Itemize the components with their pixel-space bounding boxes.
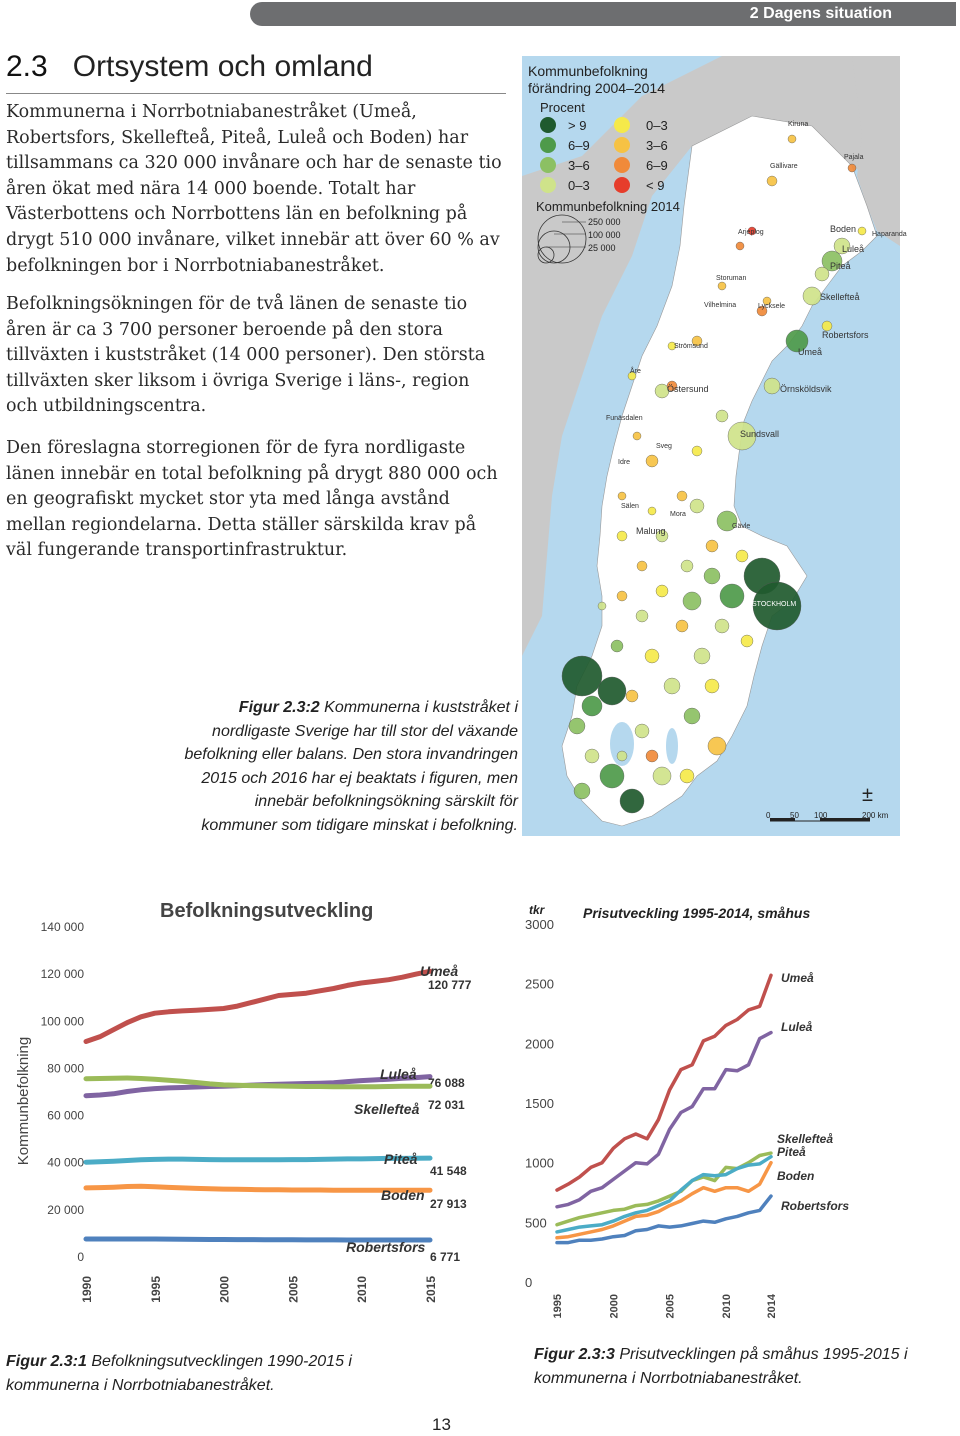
legend-pop-100k: 100 000 <box>588 230 621 240</box>
place-label: Haparanda <box>872 231 907 238</box>
municipality-dot <box>764 378 780 394</box>
chart1-series-line <box>86 1186 430 1190</box>
figure-1-caption <box>6 1350 406 1397</box>
municipality-dot <box>718 282 726 290</box>
place-label: Gällivare <box>770 163 798 170</box>
chart2-ytick: 500 <box>525 1215 547 1231</box>
municipality-dot <box>637 561 647 571</box>
chart2-xtick: 2010 <box>720 1294 733 1319</box>
place-label: Strömsund <box>674 343 708 350</box>
page-number: 13 <box>432 1415 451 1434</box>
municipality-dot <box>569 718 585 734</box>
place-label: Kiruna <box>788 121 809 128</box>
chart1-ytick: 40 000 <box>47 1155 84 1170</box>
legend-decline-swatch <box>614 117 630 133</box>
municipality-dot <box>705 679 719 693</box>
municipality-dot <box>704 568 720 584</box>
chart2-series-name: Piteå <box>777 1145 806 1159</box>
place-label: Malung <box>636 526 666 536</box>
place-label: Boden <box>830 224 857 234</box>
figure-3-text: Prisutvecklingen på småhus 1995-2015 i kommunerna i Norrbotniabanestråket. <box>534 1346 908 1387</box>
legend-pop-250k: 250 000 <box>588 217 621 227</box>
chart2-xtick: 1995 <box>552 1294 564 1319</box>
municipality-dot <box>694 648 710 664</box>
municipality-dot <box>677 491 687 501</box>
chart2-ylabel: tkr <box>529 903 545 917</box>
municipality-dot <box>618 492 626 500</box>
place-label: Sundsvall <box>740 429 780 439</box>
municipality-dot <box>598 677 626 705</box>
municipality-dot <box>646 455 658 467</box>
chart1-end-label: 120 777 <box>428 978 472 992</box>
chart2-series-name: Luleå <box>781 1020 813 1034</box>
place-label: Idre <box>618 459 631 466</box>
chart1-series-name: Luleå <box>380 1066 417 1082</box>
municipality-dot <box>562 656 602 696</box>
population-chart <box>0 880 500 1320</box>
chapter-header <box>250 2 956 26</box>
chart2-ytick: 2500 <box>525 976 554 992</box>
chart1-ytick: 140 000 <box>40 920 84 934</box>
chart2-xtick: 2000 <box>608 1294 621 1319</box>
municipality-dot <box>684 708 700 724</box>
municipality-dot <box>574 783 590 799</box>
municipality-dot <box>600 764 624 788</box>
chart1-xtick: 2010 <box>355 1276 370 1303</box>
legend-decline-swatch <box>614 157 630 173</box>
chart1-ytick: 60 000 <box>47 1108 84 1123</box>
place-label: Vilhelmina <box>704 302 737 309</box>
figure-2-label: Figur 2.3:2 <box>238 699 320 716</box>
chart1-end-label: 41 548 <box>430 1164 467 1178</box>
scale-200: 200 km <box>862 811 889 820</box>
chart2-ytick: 1000 <box>525 1155 554 1171</box>
municipality-dot <box>736 242 744 250</box>
municipality-dot <box>706 540 718 552</box>
place-label: Robertsfors <box>822 330 869 340</box>
paragraph-1: Kommunerna i Norrbotniabanestråket (Umeå, Robertsfors, Skellefteå, Piteå, Luleå och Boden) har tillsammans ca 320 000 invånare och har de senaste tio åren ökat med nära 14 000 boende. Totalt har Västerbottens och Norrbottens län en befolkning på drygt 510 000 invånare, vilket innebär att över 60 % av befolkningen bor i Norrbotniabanestråket. <box>6 102 502 276</box>
municipality-dot <box>683 592 701 610</box>
chart1-series-name: Piteå <box>384 1151 418 1167</box>
chart1-ytick: 20 000 <box>47 1202 84 1217</box>
legend-decline-label: 6–9 <box>646 158 668 173</box>
chart1-end-label: 76 088 <box>428 1076 465 1090</box>
place-label: Örnsköldsvik <box>780 384 832 394</box>
legend-growth-label: 6–9 <box>568 138 590 153</box>
figure-2-text: Kommunerna i kuststråket i nordligaste Sverige har till stor del växande befolkning eller balans. Den stora invandringen 2015 och 2016 har ej beaktats i figuren, men innebär befolkningsökning särskilt för kommuner som tidigare minskat i befolkning. <box>184 699 518 834</box>
municipality-dot <box>676 620 688 632</box>
chart1-xtick: 1990 <box>80 1276 94 1303</box>
municipality-dot <box>690 499 704 513</box>
chart1-series-name: Robertsfors <box>346 1239 426 1255</box>
chart1-series-line <box>86 971 430 1041</box>
place-label: Piteå <box>830 261 851 271</box>
place-label: Gävle <box>732 523 751 530</box>
chart1-xtick: 1995 <box>148 1276 163 1303</box>
municipality-dot <box>720 584 744 608</box>
place-label: Lycksele <box>758 303 785 310</box>
place-label: Umeå <box>798 347 823 357</box>
place-label: Östersund <box>667 384 709 394</box>
chart2-series-name: Umeå <box>781 971 814 985</box>
chart1-xtick: 2005 <box>286 1276 301 1303</box>
municipality-dot <box>648 507 656 515</box>
legend-pop-title: Kommunbefolkning 2014 <box>536 199 680 214</box>
municipality-dot <box>611 640 623 652</box>
municipality-dot <box>598 602 606 610</box>
section-number: 2.3 <box>6 50 48 83</box>
municipality-dot <box>767 176 777 186</box>
legend-decline-swatch <box>614 137 630 153</box>
municipality-dot <box>656 585 668 597</box>
map-title-1: Kommunbefolkning <box>528 63 648 79</box>
chart2-series-line <box>557 1033 771 1207</box>
municipality-dot <box>716 410 728 422</box>
legend-decline-label: 3–6 <box>646 138 668 153</box>
chapter-title: 2 Dagens situation <box>749 5 892 22</box>
chart1-series-line <box>86 1158 430 1162</box>
legend-pop-25k: 25 000 <box>588 243 616 253</box>
scale-50: 50 <box>790 811 799 820</box>
place-label: Sveg <box>656 443 672 450</box>
chart1-ylabel: Kommunbefolkning <box>15 1036 32 1166</box>
figure-1-text: Befolkningsutvecklingen 1990-2015 i kommunerna i Norrbotniabanestråket. <box>6 1353 352 1394</box>
place-label: Skellefteå <box>820 292 860 302</box>
chart2-xtick: 2005 <box>664 1294 677 1319</box>
municipality-dot <box>617 531 627 541</box>
section-title <box>6 50 373 84</box>
legend-growth-swatch <box>540 137 556 153</box>
municipality-dot <box>741 635 753 647</box>
chart2-ytick: 3000 <box>525 917 554 932</box>
figure-1-label: Figur 2.3:1 <box>6 1353 87 1370</box>
place-label: Pajala <box>844 154 864 161</box>
chart2-ytick: 1500 <box>525 1096 554 1111</box>
chart2-series-name: Robertsfors <box>781 1199 850 1213</box>
chart1-title: Befolkningsutveckling <box>160 900 374 922</box>
scale-100: 100 <box>814 811 828 820</box>
municipality-dot <box>645 649 659 663</box>
chart1-ytick: 0 <box>77 1250 84 1264</box>
legend-growth-label: 0–3 <box>568 178 590 193</box>
population-change-map <box>522 56 907 836</box>
scale-0: 0 <box>766 811 771 820</box>
section-heading: Ortsystem och omland <box>72 50 373 83</box>
chart1-ytick: 120 000 <box>40 967 84 982</box>
paragraph-3: Den föreslagna storregionen för de fyra nordligaste länen innebär en total befolkning på drygt 880 000 och en geografiskt mycket stor yta med långa avstånd mellan regiondelarna. Detta ställer särskilda krav på väl fungerande transportinfrastruktur. <box>6 438 498 561</box>
legend-growth-swatch <box>540 117 556 133</box>
place-label: Sälen <box>621 503 639 510</box>
figure-3-caption <box>534 1343 934 1390</box>
section-divider <box>6 93 506 94</box>
municipality-dot <box>803 287 821 305</box>
municipality-dot <box>680 769 694 783</box>
legend-growth-label: 3–6 <box>568 158 590 173</box>
municipality-dot <box>617 591 627 601</box>
municipality-dot <box>848 164 856 172</box>
chart1-series-name: Skellefteå <box>354 1101 420 1117</box>
chart1-xtick: 2000 <box>217 1276 232 1303</box>
municipality-dot <box>858 227 866 235</box>
chart1-series-name: Boden <box>381 1187 425 1203</box>
municipality-dot <box>681 560 693 572</box>
figure-2-caption <box>180 696 518 837</box>
municipality-dot <box>626 690 638 702</box>
municipality-dot <box>585 749 599 763</box>
chart1-end-label: 72 031 <box>428 1098 465 1112</box>
chart1-ytick: 100 000 <box>40 1014 84 1029</box>
map-title-2: förändring 2004–2014 <box>528 80 666 96</box>
lake-vattern <box>666 728 678 764</box>
paragraph-2: Befolkningsökningen för de två länen de senaste tio åren är ca 3 700 personer beroende på den stora tillväxten i kuststråket (14 000 personer). Den största tillväxten sker liksom i övriga Sverige i läns-, region och utbildningscentra. <box>6 294 486 417</box>
municipality-dot <box>715 619 729 633</box>
legend-growth-label: > 9 <box>568 118 587 133</box>
place-label: Funäsdalen <box>606 415 643 422</box>
price-chart <box>515 890 955 1320</box>
chart2-series-line <box>557 975 771 1190</box>
place-label: STOCKHOLM <box>752 601 797 608</box>
place-label: Arjeplog <box>738 229 764 236</box>
chart2-title: Prisutveckling 1995-2014, småhus <box>583 905 811 921</box>
chart2-ytick: 0 <box>525 1275 533 1290</box>
place-label: Luleå <box>842 244 865 254</box>
place-label: Mora <box>670 511 686 518</box>
north-arrow-icon: ± <box>862 784 873 806</box>
municipality-dot <box>664 678 680 694</box>
municipality-dot <box>620 789 644 813</box>
chart1-series-name: Umeå <box>420 963 459 979</box>
figure-3-label: Figur 2.3:3 <box>534 1346 615 1363</box>
chart1-end-label: 6 771 <box>430 1250 461 1264</box>
chart2-ytick: 2000 <box>525 1036 554 1052</box>
chart2-series-name: Skellefteå <box>777 1132 834 1146</box>
municipality-dot <box>617 751 627 761</box>
chart1-end-label: 27 913 <box>430 1197 467 1211</box>
chart2-series-name: Boden <box>777 1169 815 1183</box>
legend-percent-title: Procent <box>540 100 585 115</box>
place-label: Storuman <box>716 275 747 282</box>
legend-decline-swatch <box>614 177 630 193</box>
municipality-dot <box>788 135 796 143</box>
legend-growth-swatch <box>540 157 556 173</box>
chart1-ytick: 80 000 <box>47 1061 84 1076</box>
municipality-dot <box>815 267 829 281</box>
legend-growth-swatch <box>540 177 556 193</box>
chart1-xtick: 2015 <box>424 1276 438 1303</box>
place-label: Åre <box>630 368 641 375</box>
municipality-dot <box>653 767 671 785</box>
municipality-dot <box>636 610 648 622</box>
municipality-dot <box>635 724 649 738</box>
municipality-dot <box>582 696 602 716</box>
municipality-dot <box>633 432 641 440</box>
municipality-dot <box>736 550 748 562</box>
legend-decline-label: 0–3 <box>646 118 668 133</box>
municipality-dot <box>646 750 658 762</box>
municipality-dot <box>692 446 702 456</box>
municipality-dot <box>708 737 726 755</box>
chart2-xtick: 2014 <box>766 1294 778 1319</box>
legend-decline-label: < 9 <box>646 178 665 193</box>
